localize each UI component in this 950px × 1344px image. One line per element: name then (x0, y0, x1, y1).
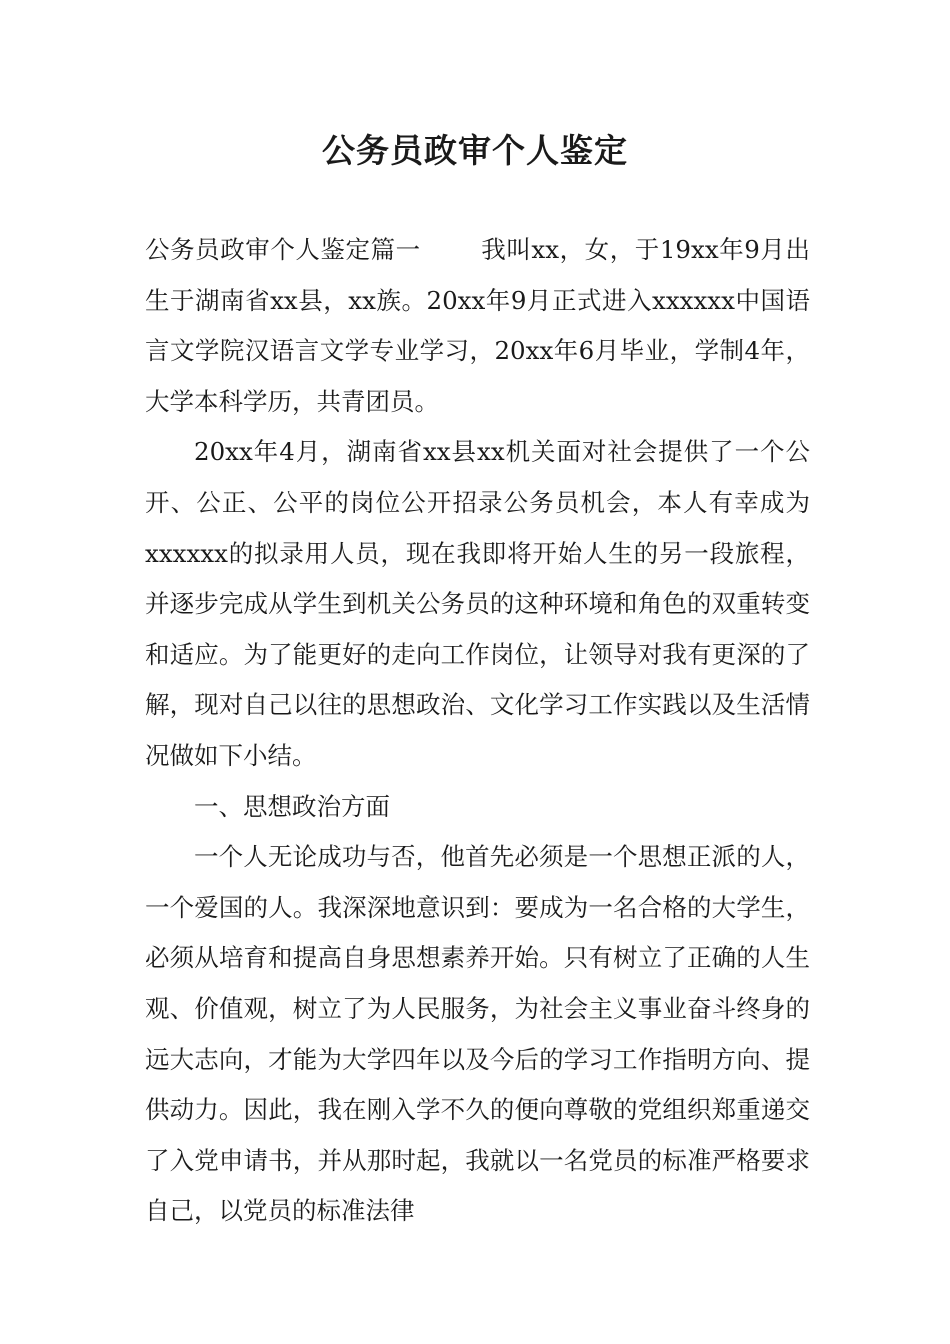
section-heading-1: 一、思想政治方面 (194, 791, 390, 821)
document-title: 公务员政审个人鉴定 (322, 131, 628, 170)
paragraph-1 (145, 225, 810, 427)
paragraph-2: 20xx年4月，湖南省xx县xx机关面对社会提供了一个公开、公正、公平的岗位公开招录公务员机会，本人有幸成为xxxxxx的拟录用人员，现在我即将开始人生的另一段旅程，并逐步完成从学生到机关公务员的这种环境和角色的双重转变和适应。为了能更好的走向工作岗位，让领导对我有更深的了解，现对自己以往的思想政治、文化学习工作实践以及生活情况做如下小结。 (145, 437, 810, 770)
paragraph-1-text: 我叫xx，女，于19xx年9月出生于湖南省xx县，xx族。20xx年9月正式进入xxxxxx中国语言文学院汉语言文学专业学习，20xx年6月毕业，学制4年，大学本科学历，共青团员。 (145, 235, 810, 416)
document-body (145, 225, 810, 1237)
paragraph-3: 一个人无论成功与否，他首先必须是一个思想正派的人，一个爱国的人。我深深地意识到：要成为一名合格的大学生，必须从培育和提高自身思想素养开始。只有树立了正确的人生观、价值观，树立了为人民服务，为社会主义事业奋斗终身的远大志向，才能为大学四年以及今后的学习工作指明方向、提供动力。因此，我在刚入学不久的便向尊敬的党组织郑重递交了入党申请书，并从那时起，我就以一名党员的标准严格要求自己，以党员的标准法律 (145, 842, 810, 1226)
paragraph-1-heading: 公务员政审个人鉴定篇一 (145, 235, 421, 264)
